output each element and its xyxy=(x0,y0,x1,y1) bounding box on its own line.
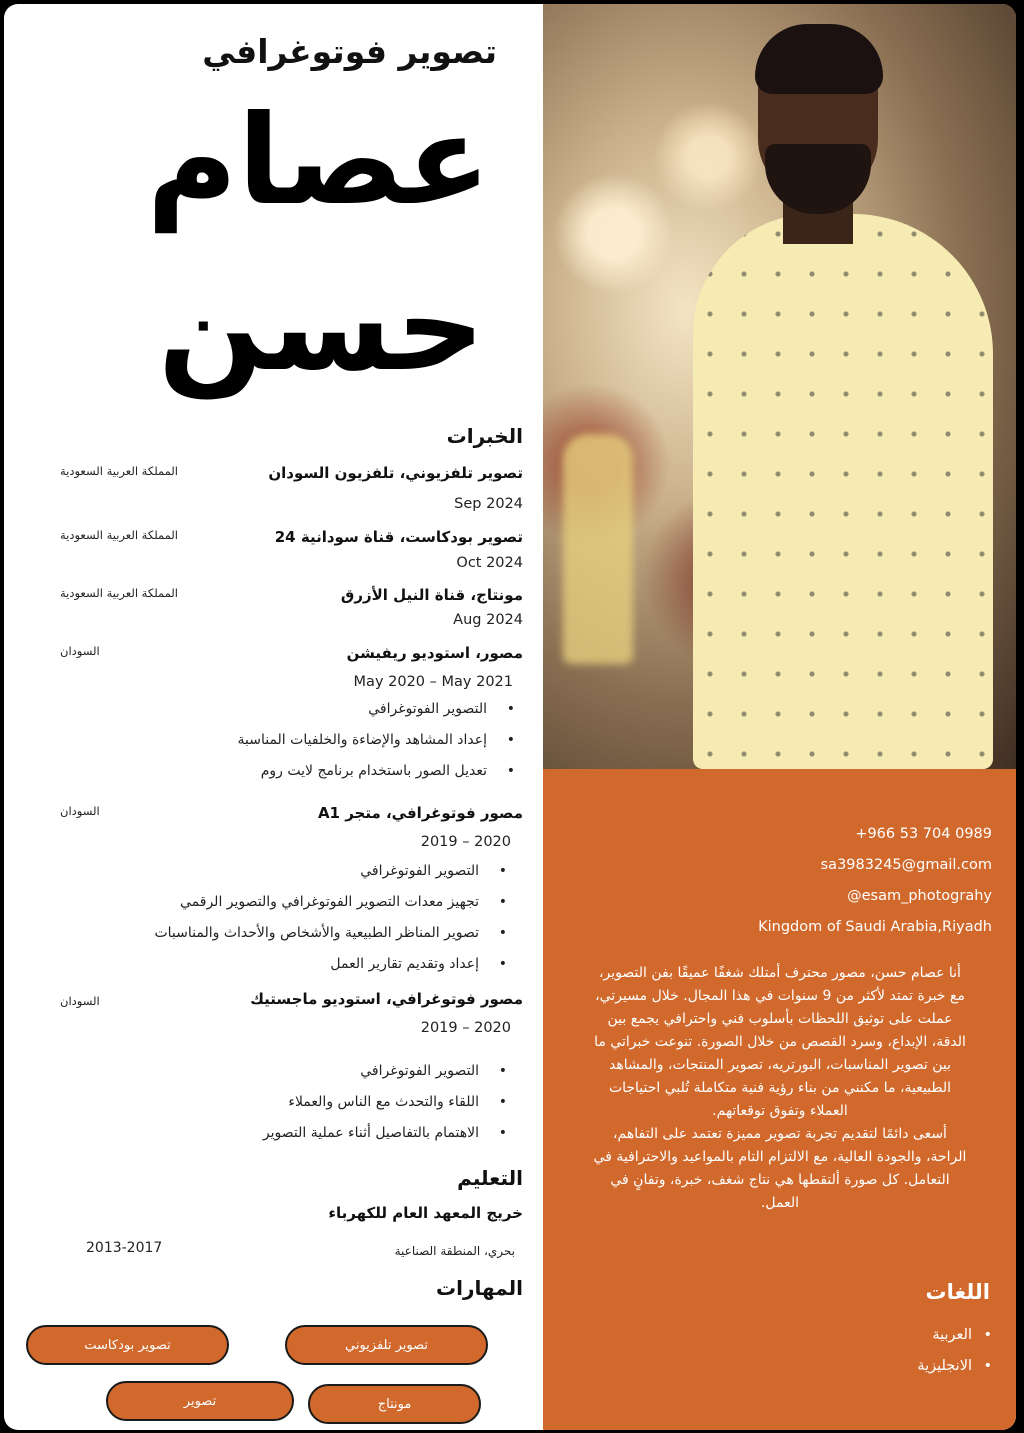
contact-address: Kingdom of Saudi Arabia,Riyadh xyxy=(758,919,992,935)
education-date: 2013-2017 xyxy=(86,1240,163,1256)
list-item: • العربية xyxy=(917,1320,972,1351)
bio-text xyxy=(567,962,993,1215)
list-item: • تعديل الصور باستخدام برنامج لايت روم xyxy=(238,756,488,787)
bio-line: الراحة، والجودة العالية، مع الالتزام التام بالمواعيد والاحترافية في xyxy=(593,1149,967,1165)
job-date: May 2020 – May 2021 xyxy=(353,674,513,690)
job-title: مصور فوتوغرافي، متجر A1 xyxy=(317,804,523,822)
skill-pill: مونتاج xyxy=(308,1384,481,1424)
bio-line: العملاء وتفوق توقعاتهم. xyxy=(712,1103,848,1119)
contact-phone: +966 53 704 0989 xyxy=(855,826,992,842)
role-title: تصوير فوتوغرافي xyxy=(202,32,497,71)
job-location: المملكة العربية السعودية xyxy=(60,464,178,478)
job-location: السودان xyxy=(60,804,100,818)
bio-line: عملت على توثيق اللحظات بأسلوب فني واحترافي يجمع بين xyxy=(607,1011,953,1027)
list-item: • الاهتمام بالتفاصيل أثناء عملية التصوير xyxy=(263,1118,479,1149)
job-date: Oct 2024 xyxy=(456,555,523,571)
bio-line: مع خبرة تمتد لأكثر من 9 سنوات في هذا المجال. خلال مسيرتي، xyxy=(595,988,965,1004)
job-title: مونتاج، قناة النيل الأزرق xyxy=(340,586,523,604)
list-item: • إعداد وتقديم تقارير العمل xyxy=(154,949,479,980)
profile-photo xyxy=(543,4,1016,769)
list-item: • تجهيز معدات التصوير الفوتوغرافي والتصوير الرقمي xyxy=(154,887,479,918)
job-bullets xyxy=(238,694,524,787)
job-date: 2019 – 2020 xyxy=(420,1020,511,1036)
list-item: • تصوير المناظر الطبيعية والأشخاص والأحداث والمناسبات xyxy=(154,918,479,949)
skill-pill: تصوير بودكاست xyxy=(26,1325,229,1365)
name-last: حسن xyxy=(157,255,485,399)
skill-pill: تصوير تلفزيوني xyxy=(285,1325,488,1365)
job-title: تصوير بودكاست، قناة سودانية 24 xyxy=(274,528,523,546)
resume-sheet xyxy=(4,4,1016,1430)
job-date: 2019 – 2020 xyxy=(420,834,511,850)
list-item: • اللقاء والتحدث مع الناس والعملاء xyxy=(263,1087,479,1118)
list-item: • إعداد المشاهد والإضاءة والخلفيات المناسبة xyxy=(238,725,488,756)
job-title: مصور فوتوغرافي، استوديو ماجستيك xyxy=(250,990,523,1008)
skill-pill: تصوير xyxy=(106,1381,294,1421)
left-column xyxy=(4,4,543,1430)
job-title: تصوير تلفزيوني، تلفزيون السودان xyxy=(268,464,523,482)
contact-email: sa3983245@gmail.com xyxy=(820,857,992,873)
list-item: • التصوير الفوتوغرافي xyxy=(238,694,488,725)
job-bullets xyxy=(263,1056,515,1149)
bio-line: بين تصوير المناسبات، البورتريه، تصوير المنتجات، والمشاهد xyxy=(608,1057,952,1073)
list-item: • التصوير الفوتوغرافي xyxy=(154,856,479,887)
job-date: Sep 2024 xyxy=(454,496,523,512)
job-location: السودان xyxy=(60,644,100,658)
job-location: السودان xyxy=(60,994,100,1008)
languages-list xyxy=(917,1320,994,1382)
job-location: المملكة العربية السعودية xyxy=(60,528,178,542)
skills-heading: المهارات xyxy=(436,1276,523,1300)
list-item: • الانجليزية xyxy=(917,1351,972,1382)
experience-heading: الخبرات xyxy=(446,424,523,448)
bio-line: الطبيعية، ما مكنني من بناء رؤية فنية متكاملة تُلبي احتياجات xyxy=(608,1080,952,1096)
education-location: بحري، المنطقة الصناعية xyxy=(394,1244,515,1258)
education-school: خريج المعهد العام للكهرباء xyxy=(328,1204,523,1222)
bio-line: التعامل. كل صورة ألتقطها هي نتاج شغف، خبرة، وتفانٍ في xyxy=(610,1172,950,1188)
list-item: • التصوير الفوتوغرافي xyxy=(263,1056,479,1087)
bio-line: العمل. xyxy=(760,1195,800,1211)
right-column xyxy=(543,4,1016,1430)
languages-heading: اللغات xyxy=(925,1280,990,1304)
name-first: عصام xyxy=(146,89,491,233)
bio-line: الدقة، الإبداع، وسرد القصص من خلال الصورة. تنوعت خبراتي ما xyxy=(594,1034,966,1050)
job-title: مصور، استوديو ريفيشن xyxy=(346,644,523,662)
job-bullets xyxy=(154,856,515,980)
contact-handle: @esam_photograhy xyxy=(847,888,992,904)
job-date: Aug 2024 xyxy=(453,612,523,628)
bio-line: أسعى دائمًا لتقديم تجربة تصوير مميزة تعتمد على التفاهم، xyxy=(613,1126,947,1142)
job-location: المملكة العربية السعودية xyxy=(60,586,178,600)
bio-line: أنا عصام حسن، مصور محترف أمتلك شغفًا عميقًا بفن التصوير، xyxy=(599,965,961,981)
education-heading: التعليم xyxy=(457,1166,523,1190)
